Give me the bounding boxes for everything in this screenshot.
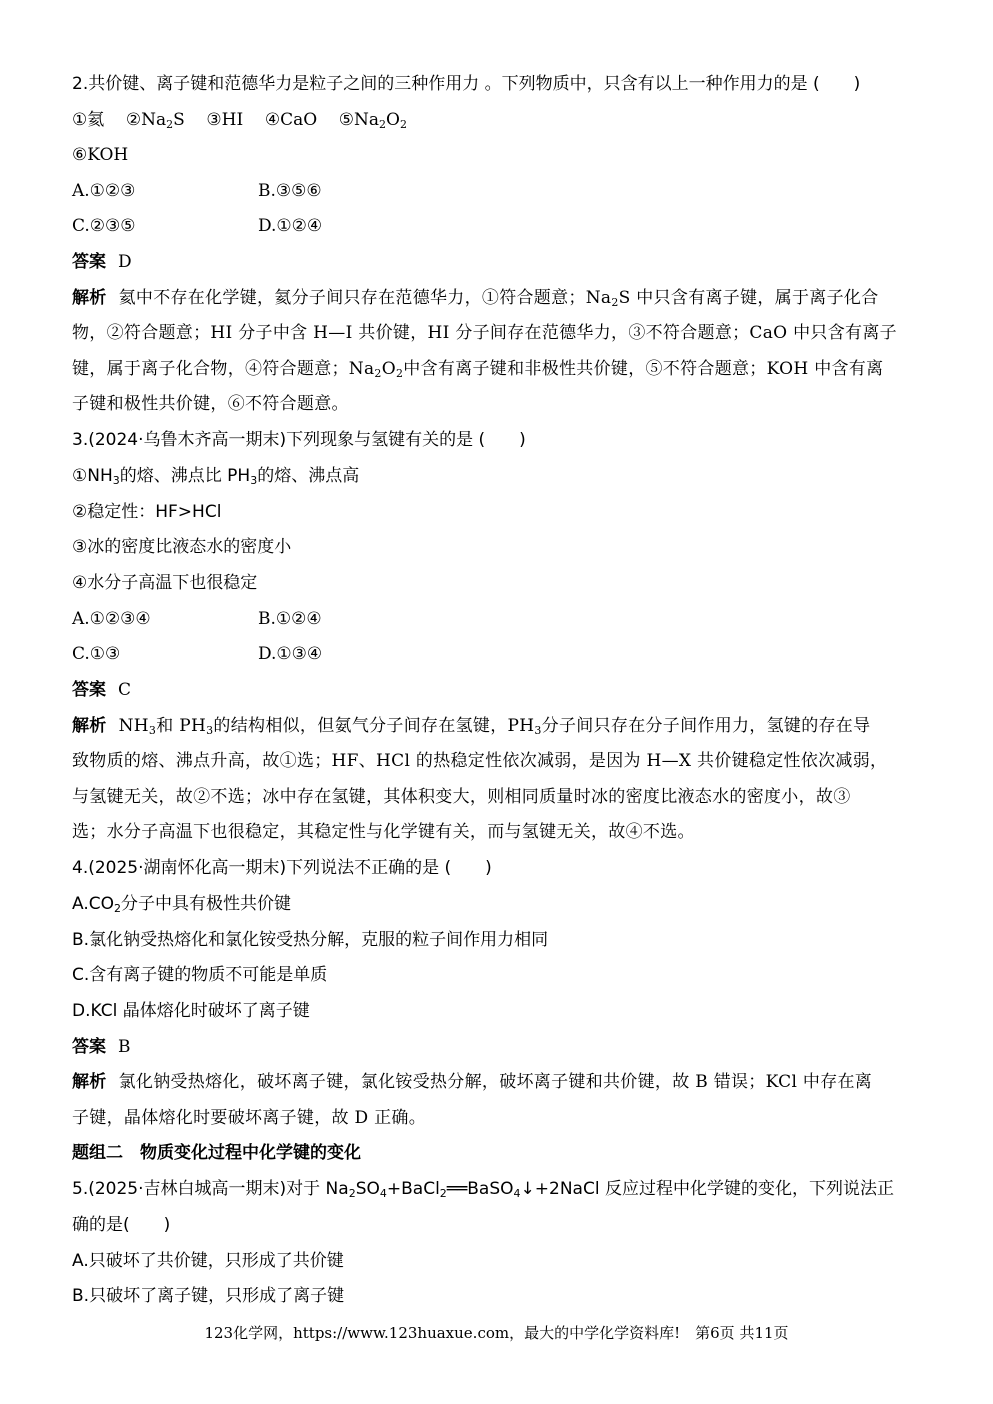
q5-option-b: B.只破坏了离子键，只形成了离子键 [72,1286,345,1306]
q2-items-line2: ⑥KOH [72,145,129,165]
q2-item-5: $⑤Na_2O_2$ [338,110,407,131]
q5-stem-line1: 5.(2025·吉林白城高一期末)对于 $Na_2SO_4+BaCl_2══BaSO_4↓+2NaCl$ 反应过程中化学键的变化，下列说法正 [72,1179,894,1200]
q3-answer [72,679,131,701]
q4-option-a: $A.CO_2$分子中具有极性共价键 [72,894,291,915]
q4-option-b: B.氯化钠受热熔化和氯化铵受热分解，克服的粒子间作用力相同 [72,930,549,950]
q3-explanation-line1: 解析 $NH_3$和 $PH_3$的结构相似，但氨气分子间存在氢键，$PH_3$分子间只存在分子间作用力，氢键的存在导 [72,716,871,737]
q2-option-c: C.②③⑤ [72,216,136,236]
q2-option-d: D.①②④ [258,216,323,236]
q3-statement-1: $①NH_3$的熔、沸点比 $PH_3$的熔、沸点高 [72,466,360,487]
explanation-label: 解析 [72,288,107,308]
explanation-label: 解析 [72,716,107,736]
answer-label: 答案 [72,680,106,700]
page-footer: 123化学网，https://www.123huaxue.com，最大的中学化学资料库! 第6页 共11页 [204,1324,789,1342]
q2-stem: 2.共价键、离子键和范德华力是粒子之间的三种作用力 。下列物质中，只含有以上一种作用力的是 ( ) [72,74,861,94]
q4-option-d: D.KCl 晶体熔化时破坏了离子键 [72,1001,310,1021]
q2-item-3: ③HI [206,110,244,130]
answer-label: 答案 [72,1037,106,1057]
q3-option-b: B.①②④ [258,609,322,629]
q4-explanation-line2: 子键，晶体熔化时要破坏离子键，故 D 正确。 [72,1108,427,1128]
q2-explanation-line1: 解析 氦中不存在化学键，氦分子间只存在范德华力，①符合题意；$Na_2S$ 中只含有离子键，属于离子化合 [72,288,879,309]
answer-label: 答案 [72,252,106,272]
q4-answer [72,1036,131,1058]
q3-option-d: D.①③④ [258,644,323,664]
q3-statement-4: ④水分子高温下也很稳定 [72,573,258,593]
q2-explanation-line2: 物，②符合题意；HI 分子中含 H—I 共价键，HI 分子间存在范德华力，③不符合题意；CaO 中只含有离子 [72,323,897,343]
group-heading: 题组二 物质变化过程中化学键的变化 [72,1143,361,1163]
q3-explanation-line4: 选；水分子高温下也很稳定，其稳定性与化学键有关，而与氢键无关，故④不选。 [72,822,695,842]
explanation-label: 解析 [72,1072,107,1092]
q2-item-2: $②Na_2S$ [125,110,185,131]
q2-explanation-line4: 子键和极性共价键，⑥不符合题意。 [72,394,349,414]
q2-option-a: A.①②③ [72,181,136,201]
q3-explanation-line2: 致物质的熔、沸点升高，故①选；HF、HCl 的热稳定性依次减弱，是因为 H—X 共价键稳定性依次减弱， [72,751,888,771]
q3-option-a: A.①②③④ [72,609,151,629]
q4-explanation-line1: 解析 氯化钠受热熔化，破坏离子键，氯化铵受热分解，破坏离子键和共价键，故 B 错误；KCl 中存在离 [72,1072,873,1092]
q4-option-c: C.含有离子键的物质不可能是单质 [72,965,328,985]
q4-stem: 4.(2025·湖南怀化高一期末)下列说法不正确的是 ( ) [72,858,492,878]
answer-value: C [118,680,132,700]
q3-statement-3: ③冰的密度比液态水的密度小 [72,537,292,557]
answer-value: D [118,252,132,272]
q2-explanation-line3: 键，属于离子化合物，④符合题意；$Na_2O_2$中含有离子键和非极性共价键，⑤不符合题意；KOH 中含有离 [72,359,884,380]
q5-stem-line2: 确的是( ) [72,1215,171,1235]
q2-items-line1 [72,109,407,131]
q5-option-a: A.只破坏了共价键，只形成了共价键 [72,1251,344,1271]
q2-answer [72,251,132,273]
q3-explanation-line3: 与氢键无关，故②不选；冰中存在氢键，其体积变大，则相同质量时冰的密度比液态水的密度小，故③ [72,787,851,807]
q2-item-1: ①氦 [72,110,105,130]
q2-item-4: ④CaO [264,110,318,130]
answer-value: B [118,1037,131,1057]
q2-option-b: B.③⑤⑥ [258,181,322,201]
q3-option-c: C.①③ [72,644,121,664]
q3-statement-2: ②稳定性：HF>HCl [72,502,222,522]
q3-stem: 3.(2024·乌鲁木齐高一期末)下列现象与氢键有关的是 ( ) [72,430,526,450]
